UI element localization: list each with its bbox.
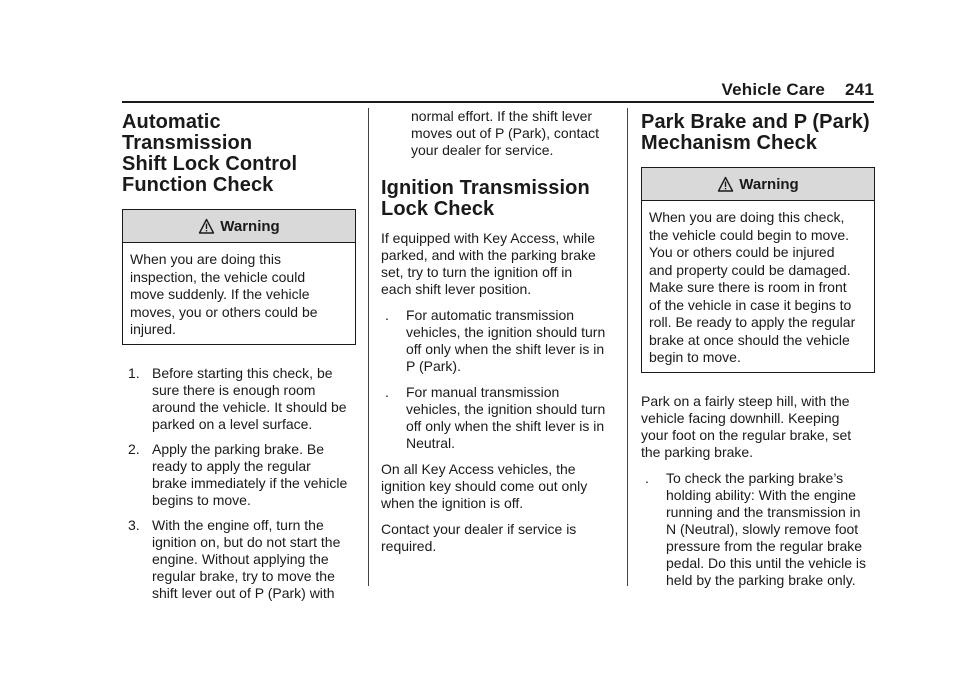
text-line: P (Park). bbox=[406, 358, 461, 374]
numbered-steps bbox=[122, 365, 356, 602]
text-line: When you are doing this bbox=[130, 251, 281, 267]
column-divider-1 bbox=[368, 108, 369, 586]
heading-line: Lock Check bbox=[381, 198, 495, 220]
text-line: the vehicle could begin to move. bbox=[649, 226, 850, 243]
text-line: sure there is enough room bbox=[152, 381, 316, 398]
text-line: vehicle facing downhill. Keeping bbox=[641, 409, 840, 426]
paragraph bbox=[641, 393, 875, 461]
section-heading bbox=[122, 112, 356, 196]
text-line: your foot on the regular brake, set bbox=[641, 426, 852, 443]
text-line: running and the transmission in bbox=[666, 503, 861, 520]
section-title: Vehicle Care bbox=[721, 80, 826, 99]
text-line: held by the parking brake only. bbox=[666, 571, 856, 588]
step-continuation bbox=[381, 108, 613, 159]
warning-title: Warning bbox=[220, 217, 280, 235]
text-line: injured. bbox=[130, 321, 176, 337]
text-line: vehicles, the ignition should turn bbox=[406, 324, 606, 340]
bullet-marker: . bbox=[385, 384, 389, 400]
column-1 bbox=[122, 108, 356, 610]
text-line: move suddenly. If the vehicle bbox=[130, 286, 310, 302]
text-line: If equipped with Key Access, while bbox=[381, 230, 596, 246]
heading-line: Park Brake and P (Park) bbox=[641, 111, 870, 133]
step-number: 1. bbox=[128, 364, 140, 381]
paragraph bbox=[381, 230, 613, 298]
text-line: shift lever out of P (Park) with bbox=[152, 584, 335, 601]
text-line: roll. Be ready to apply the regular bbox=[649, 314, 856, 330]
header-rule bbox=[122, 101, 874, 103]
text-line: Make sure there is room in front bbox=[649, 279, 847, 295]
heading-line: Shift Lock Control bbox=[122, 153, 298, 175]
text-line: Park on a fairly steep hill, with the bbox=[641, 392, 850, 409]
text-line: When you are doing this check, bbox=[649, 209, 845, 225]
heading-line: Mechanism Check bbox=[641, 132, 818, 154]
text-line: when the ignition is off. bbox=[381, 495, 524, 511]
text-line: Before starting this check, be bbox=[152, 364, 333, 381]
step-number: 3. bbox=[128, 516, 140, 533]
text-line: N (Neutral), slowly remove foot bbox=[666, 520, 859, 537]
bullet-marker: . bbox=[645, 469, 649, 486]
text-line: normal effort. If the shift lever bbox=[411, 108, 593, 124]
bullet-item bbox=[381, 307, 613, 375]
text-line: You or others could be injured bbox=[649, 244, 835, 260]
text-line: moves out of P (Park), contact bbox=[411, 125, 600, 141]
column-divider-2 bbox=[627, 108, 628, 586]
heading-line: Function Check bbox=[122, 174, 274, 196]
text-line: holding ability: With the engine bbox=[666, 486, 856, 503]
section-heading bbox=[641, 112, 875, 154]
text-line: regular brake, try to move the bbox=[152, 567, 335, 584]
text-line: required. bbox=[381, 538, 437, 554]
text-line: To check the parking brake’s bbox=[666, 469, 844, 486]
step-item bbox=[122, 365, 356, 433]
text-line: begin to move. bbox=[649, 349, 741, 365]
bullet-marker: . bbox=[385, 307, 389, 323]
warning-icon bbox=[717, 176, 734, 193]
text-line: ignition on, but do not start the bbox=[152, 533, 341, 550]
text-line: pressure from the regular brake bbox=[666, 537, 863, 554]
text-line: For automatic transmission bbox=[406, 307, 575, 323]
text-line: brake immediately if the vehicle bbox=[152, 474, 348, 491]
text-line: vehicles, the ignition should turn bbox=[406, 401, 606, 417]
paragraph bbox=[381, 461, 613, 512]
text-line: For manual transmission bbox=[406, 384, 560, 400]
warning-box bbox=[641, 167, 875, 373]
warning-text bbox=[642, 201, 874, 372]
bullet-item bbox=[381, 384, 613, 452]
text-line: off only when the shift lever is in bbox=[406, 341, 605, 357]
step-item bbox=[122, 441, 356, 509]
text-line: parked, and with the parking brake bbox=[381, 247, 596, 263]
heading-line: Automatic Transmission bbox=[122, 111, 253, 154]
text-line: your dealer for service. bbox=[411, 142, 554, 158]
text-line: set, try to turn the ignition off in bbox=[381, 264, 573, 280]
text-line: pedal. Do this until the vehicle is bbox=[666, 554, 866, 571]
section-heading bbox=[381, 178, 613, 220]
text-line: inspection, the vehicle could bbox=[130, 268, 306, 285]
warning-title: Warning bbox=[739, 175, 799, 193]
column-3 bbox=[641, 108, 875, 598]
heading-line: Ignition Transmission bbox=[381, 177, 590, 199]
text-line: ready to apply the regular bbox=[152, 457, 311, 474]
text-line: off only when the shift lever is in bbox=[406, 418, 605, 434]
text-line: around the vehicle. It should be bbox=[152, 398, 347, 415]
text-line: each shift lever position. bbox=[381, 281, 532, 297]
text-line: of the vehicle in case it begins to bbox=[649, 296, 852, 313]
warning-header bbox=[642, 168, 874, 201]
text-line: With the engine off, turn the bbox=[152, 516, 324, 533]
paragraph bbox=[381, 521, 613, 555]
warning-text bbox=[123, 243, 355, 344]
bullet-item bbox=[641, 470, 875, 589]
warning-box bbox=[122, 209, 356, 345]
warning-header bbox=[123, 210, 355, 243]
page-number: 241 bbox=[845, 80, 874, 99]
text-line: the parking brake. bbox=[641, 443, 754, 460]
text-line: Apply the parking brake. Be bbox=[152, 440, 324, 457]
running-header bbox=[722, 80, 875, 100]
text-line: begins to move. bbox=[152, 491, 251, 508]
text-line: ignition key should come out only bbox=[381, 478, 588, 494]
text-line: Contact your dealer if service is bbox=[381, 521, 577, 537]
step-number: 2. bbox=[128, 440, 140, 457]
text-line: and property could be damaged. bbox=[649, 261, 851, 278]
text-line: engine. Without applying the bbox=[152, 550, 329, 567]
text-line: parked on a level surface. bbox=[152, 415, 313, 432]
text-line: brake at once should the vehicle bbox=[649, 331, 850, 348]
column-2 bbox=[381, 108, 613, 564]
text-line: On all Key Access vehicles, the bbox=[381, 461, 576, 477]
step-item bbox=[122, 517, 356, 602]
warning-icon bbox=[198, 218, 215, 235]
text-line: Neutral. bbox=[406, 435, 456, 451]
text-line: moves, you or others could be bbox=[130, 303, 318, 320]
